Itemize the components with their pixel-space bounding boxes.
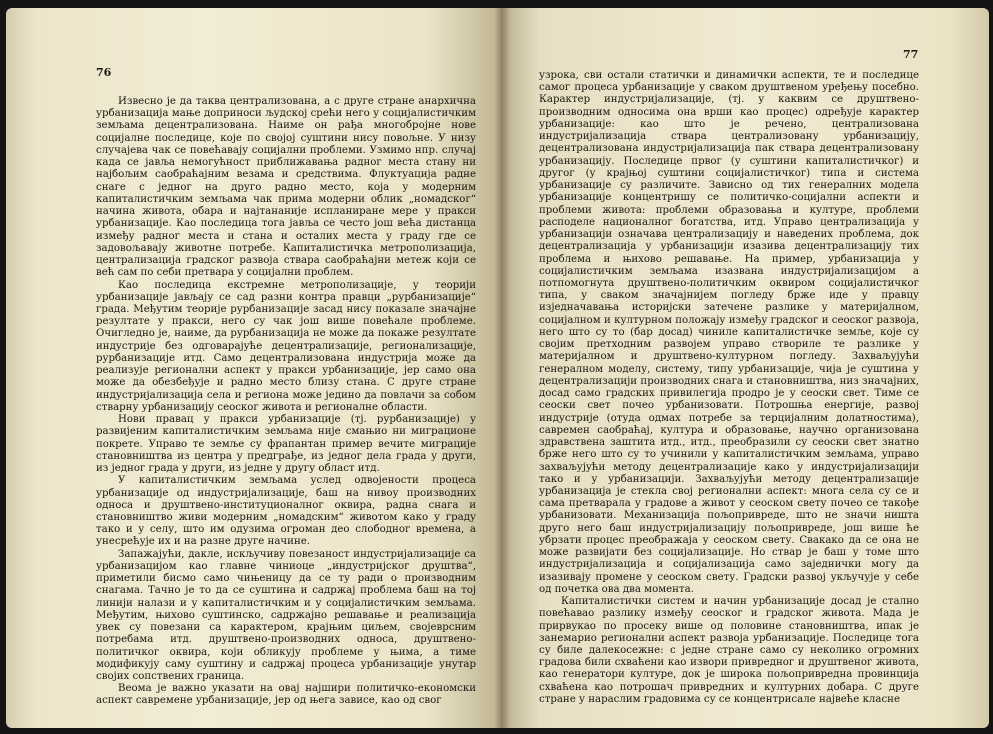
paragraph: Запажајући, дакле, искључиву повезаност индустријализације са урбанизацијом као главне чиниоце „индустријског друштва“, приметили бисмо само чињеницу да се ту ради о производним снагама. Тачно је то да се суштина и садржај проблема баш на тој линији налази и у капиталистичким и у социјалистичким земљама. Међутим, њихово суштинско, садржајно решавање и реализација увек су повезани са карактером, крајњим циљем, својеврсним потребама итд. друштвено-производних односа, друштвено-политичког оквира, који обликују проблеме у њима, а тиме модификују саму суштину и садржај процеса урбанизације унутар својих сопствених граница. (96, 548, 476, 683)
open-book (6, 8, 989, 728)
paragraph: узрока, сви остали статички и динамички аспекти, те и последице самог процеса урбанизације у сваком друштвеном уређењу посебно. Карактер индустријализације, (тј. у каквим се друштвено-производним односима она врши као процес) одређује карактер урбанизације: као што је речено, централизована индустријализација ствара централизовану урбанизацију, децентрализована индустријализација пак ствара децентрализовану урбанизацију. Последице првог (у суштини капиталистичког) и другог (у крајњој суштини социјалистичког) типа и система урбанизације су различите. Зависно од тих генералних модела урбанизације концентришу се политичко-социјални аспекти и проблеми живота: проблеми образовања и културе, проблеми расподеле националног богатства, итд. Управо централизација у урбанизацији означава централизацију и наведених проблема, док децентрализација у урбанизацији изазива децентрализацију тих проблема и њихово решавање. На пример, урбанизација у социјалистичким земљама изазвана индустријализацијом а потпомогнута друштвено-политичким оквиром социјалистичког типа, у сваком значајнијем погледу брже иде у правцу изједначавања историјски затечене разлике у материјалном, социјалном и културном положају између градског и сеоског развоја, него што су то (бар досад) чиниле капиталистичке земље, које су својим претходним развојем управо створиле те разлике у материјалном и друштвено-културном погледу. Захваљујући генералном моделу, систему, типу урбанизације, чија је суштина у децентрализацији производних снага и становништва, низ значајних, досад само градских привилегија продро је у сеоски свет. Тиме се сеоски свет почео урбанизовати. Потрошња енергије, развој индустрије (отуда одмах потребе за терцијалним долатностима), савремен саобраћај, култура и образовање, научно организована здравствена заштита итд., итд., преобразили су сеоски свет знатно брже него што су то учинили у капиталистичким земљама, управо захваљујући методу децентрализације како у индустријализацији тако и у урбанизацији. Захваљујући методу децентрализације урбанизација је стекла свој регионални аспект: многа села су се и сама претварала у градове а живот у сеоском свету почео се такође урбанизовати. Механизација пољопривреде, што не значи ништа друго него баш индустријализацију пољопривреде, још више ће убрзати процес преображаја у сеоском свету. Свакако да се она не може развијати без социјализације. Но ствар је баш у томе што индустријализација и социјализација само заједнички могу да изазивају промене у сеоском свету. Градски развој укључује у себе од почетка ова два момента. (539, 70, 919, 595)
right-page (501, 8, 989, 728)
left-page-text (96, 96, 476, 708)
book-gutter (494, 8, 510, 728)
paragraph: У капиталистичким земљама услед одвојености процеса урбанизације од индустријализације, баш на нивоу производних односа и друштвено-институционалног оквира, радна снага и становништво живи модерним „номадским“ животом како у граду тако и у селу, што им одузима огроман део слободног времена, а унесрећује их и на разне друге начине. (96, 475, 476, 548)
paragraph: Извесно је да таква централизована, а с друге стране анархична урбанизација мање доприноси људској срећи него у социјалистичким земљама децентрализована. Наиме он рађа многобројне нове социјалне последице, које по својој суштини нису повољне. У низу случајева чак се повећавају социјални проблеми. Узмимо нпр. случај када се јавља немогућност приближавања радног места стану ни најбољим саобраћајним везама и средствима. Флуктуација радне снаге с једног на друго радно место, која у модерним капиталистичким земљама чак прима модерни облик „номадског“ начина живота, обара и најтананије испланиране мере у пракси урбанизације. Као последица тога јавља се често још већа дистанца између радног места и стана и осталих места у граду где се задовољавају животне потребе. Капиталистичка метрополизација, централизација градског развоја ствара саобраћајни метеж који се већ сам по себи претвара у социјални проблем. (96, 96, 476, 279)
paragraph: Веома је важно указати на овај најшири политичко-економски аспект савремене урбанизације, јер од њега зависе, као од свог (96, 683, 476, 707)
page-number-left: 76 (96, 66, 112, 79)
paragraph: Нови правац у пракси урбанизације (тј. рурбанизације) у развијеним капиталистичким земљама није смањио ни миграционе покрете. Управо те земље су фрапантан пример вечите миграције становништва из центра у предграђе, из једног дела града у други, из једног града у други, из једне у другу област итд. (96, 414, 476, 475)
left-page (6, 8, 501, 728)
paragraph: Као последица екстремне метрополизације, у теорији урбанизације јављају се сад разни контра правци „рурбанизације“ града. Међутим теорије рурбанизације засад нису показале значајне резултате у пракси, него су чак још више повећале проблеме. Очигледно је, наиме, да рурбанизација не може да покаже резултате индустрије без одговарајуће децентрализације, регионализације, рурбанизације итд. Само децентрализована индустрија може да реализује регионални аспект у пракси урбанизације, јер само она може да обезбеђује и радно место близу стана. С друге стране индустријализација села и региона може једино да повлачи за собом стварну урбанизацију сеоског живота и регионалне области. (96, 279, 476, 413)
page-number-right: 77 (903, 48, 919, 61)
right-page-text (539, 70, 919, 706)
paragraph: Капиталистички систем и начин урбанизације досад је стално повећавао разлику између сеоског и градског живота. Мада је прирвукао по просеку више од половине становништва, ипак је занемарио регионални аспект развоја урбанизације. Последице тога су биле далекосежне: с једне стране само су неколико огромних градова били схваћени као извори привредног и друштвеног живота, као генератори културе, док је широка пољопривредна провинција схваћена као потрошач привредних и културних добара. С друге стране у нараслим градовима су се концентрисале највеће класне (539, 596, 919, 705)
